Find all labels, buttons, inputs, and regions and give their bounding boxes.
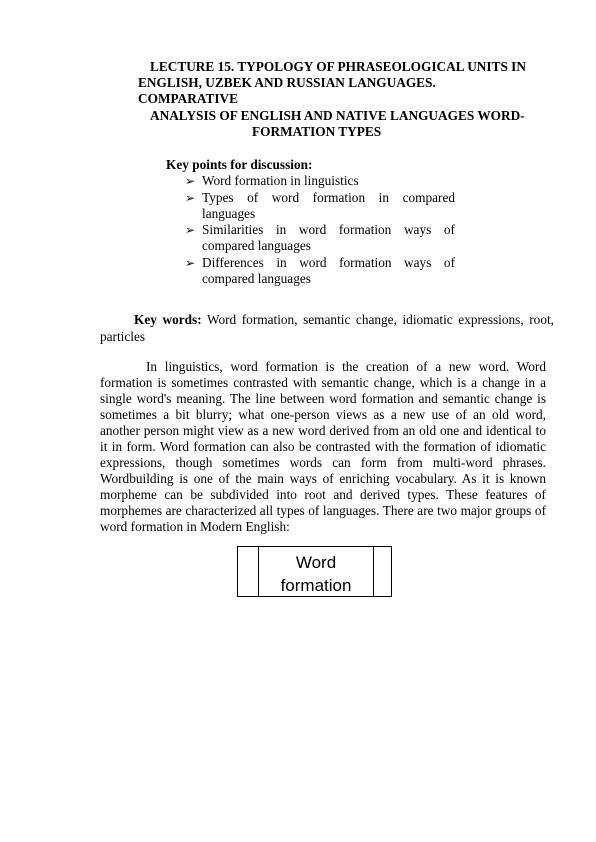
key-words-text: Word formation, semantic change, idiomatic expressions, root, particles bbox=[100, 312, 554, 344]
key-point-text: Differences in word formation ways of compared languages bbox=[202, 254, 455, 286]
key-point-item bbox=[185, 255, 455, 287]
key-words-label: Key words: bbox=[134, 312, 202, 327]
body-paragraph: In linguistics, word formation is the creation of a new word. Word formation is sometimes contrasted with semantic change, which is a change in a single word's meaning. The line between word formation and semantic change is sometimes a bit blurry; what one-person views as a new use of an old word, another person might view as a new word derived from an old one and identical to it in form. Word formation can also be contrasted with the formation of idiomatic expressions, though sometimes words can form from multi-word phrases. Wordbuilding is one of the main ways of enriching vocabulary. As it is known morpheme can be subdivided into root and derived types. These features of morphemes are characterized all types of languages. There are two major groups of word formation in Modern English: bbox=[100, 359, 546, 534]
key-points-heading: Key points for discussion: bbox=[166, 157, 313, 172]
key-point-item bbox=[185, 222, 455, 254]
key-point-item bbox=[185, 173, 455, 189]
key-point-text: Word formation in linguistics bbox=[202, 173, 359, 188]
arrow-bullet-icon: ➢ bbox=[185, 223, 196, 237]
key-words-paragraph bbox=[100, 311, 554, 345]
box-right-divider bbox=[373, 547, 374, 596]
key-point-text: Types of word formation in compared languages bbox=[202, 189, 455, 221]
arrow-bullet-icon: ➢ bbox=[185, 255, 196, 270]
lecture-title-line-5: FORMATION TYPES bbox=[252, 124, 382, 139]
lecture-title-line-3: COMPARATIVE bbox=[138, 91, 238, 106]
word-formation-box bbox=[237, 546, 392, 597]
key-point-item bbox=[185, 190, 455, 222]
key-points-list bbox=[185, 173, 455, 287]
lecture-title-line-1: LECTURE 15. TYPOLOGY OF PHRASEOLOGICAL UNITS IN bbox=[150, 59, 526, 74]
lecture-title-line-2: ENGLISH, UZBEK AND RUSSIAN LANGUAGES. bbox=[138, 75, 436, 90]
arrow-bullet-icon: ➢ bbox=[185, 174, 196, 188]
key-point-text: Similarities in word formation ways of compared languages bbox=[202, 222, 455, 253]
word-formation-label: Word formation bbox=[280, 553, 352, 595]
lecture-title-line-4: ANALYSIS OF ENGLISH AND NATIVE LANGUAGES WORD- bbox=[150, 108, 525, 123]
arrow-bullet-icon: ➢ bbox=[185, 190, 196, 205]
